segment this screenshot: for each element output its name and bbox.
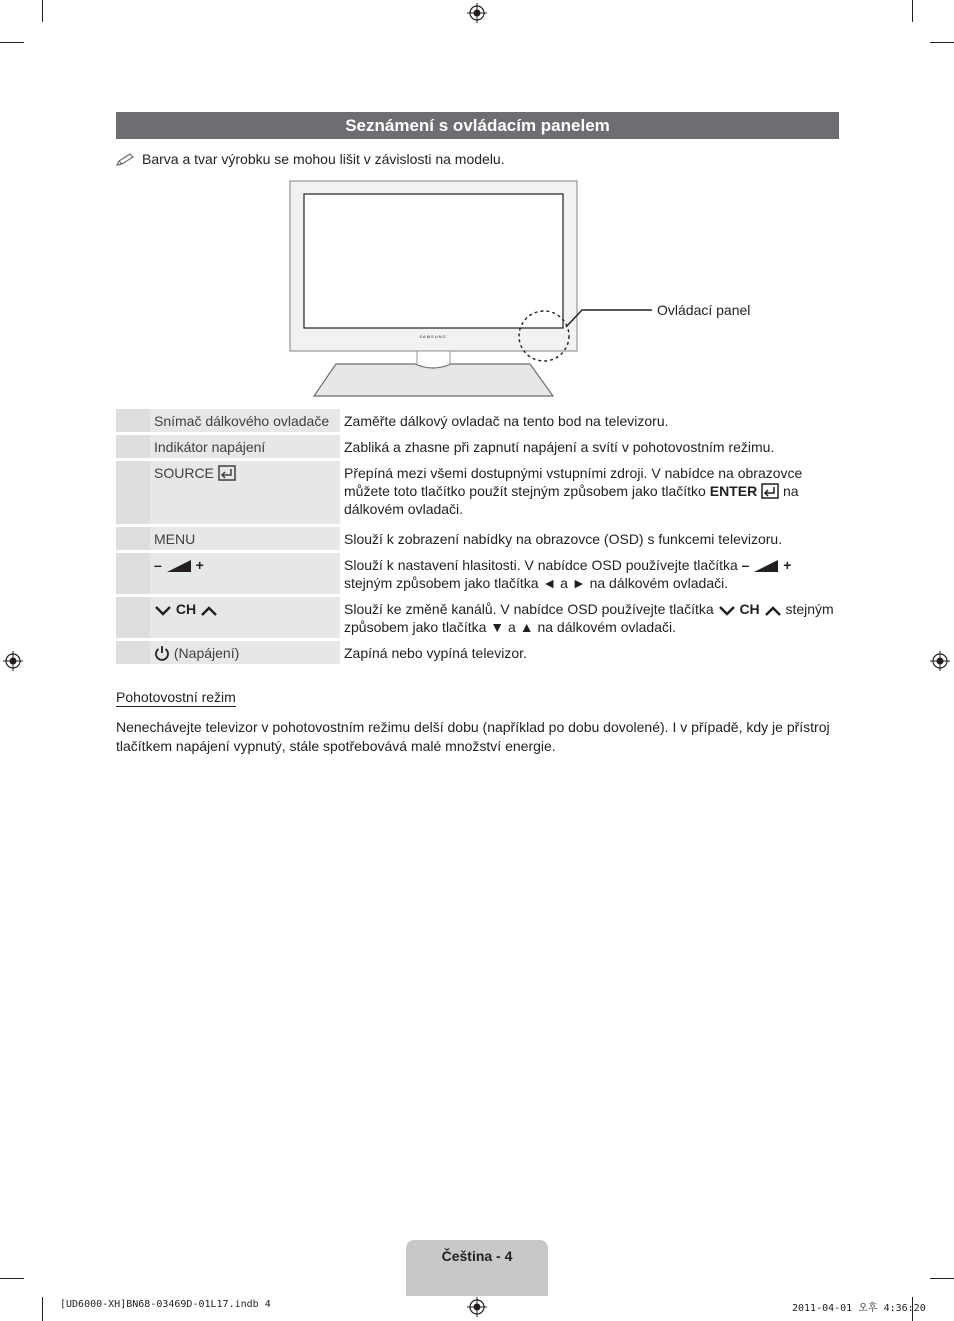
registration-mark-icon	[467, 3, 487, 23]
crop-mark	[42, 1297, 43, 1321]
table-row	[116, 641, 839, 664]
footer-file-info: [UD6000-XH]BN68-03469D-01L17.indb 4	[60, 1299, 271, 1310]
enter-icon	[218, 465, 236, 481]
control-name: CH	[150, 597, 340, 638]
chevron-down-icon	[154, 605, 172, 617]
standby-text: Nenechávejte televizor v pohotovostním režimu delší dobu (například po dobu dovolené). I v případě, kdy je přístroj tlačítkem napájení vypnutý, stále spotřebovává malé množství energie.	[116, 719, 830, 754]
control-desc: Zaměřte dálkový ovladač na tento bod na televizoru.	[340, 409, 839, 432]
control-desc: Slouží k nastavení hlasitosti. V nabídce OSD používejte tlačítka – + stejným způsobem jako tlačítka ◄ a ► na dálkovém ovladači.	[340, 553, 839, 594]
control-name: Snímač dálkového ovladače	[150, 409, 340, 432]
control-desc: Přepíná mezi všemi dostupnými vstupními zdroji. V nabídce na obrazovce můžete toto tlačítko použít stejným způsobem jako tlačítko ENTER na dálkovém ovladači.	[340, 461, 839, 524]
crop-mark	[930, 1278, 954, 1279]
control-name: (Napájení)	[150, 641, 340, 664]
page-title: Seznámení s ovládacím panelem	[116, 112, 839, 139]
control-panel-label: Ovládací panel	[657, 302, 751, 318]
power-icon	[154, 645, 170, 661]
table-row	[116, 553, 839, 594]
crop-mark	[0, 42, 24, 43]
registration-mark-icon	[3, 651, 23, 671]
tv-illustration	[280, 175, 660, 400]
table-row	[116, 435, 839, 458]
page-number: Čeština - 4	[406, 1240, 548, 1296]
chevron-up-icon	[764, 605, 782, 617]
control-desc: Slouží k zobrazení nabídky na obrazovce (OSD) s funkcemi televizoru.	[340, 527, 839, 550]
table-row	[116, 527, 839, 550]
source-label: SOURCE	[154, 465, 214, 481]
note-text: Barva a tvar výrobku se mohou lišit v závislosti na modelu.	[142, 151, 505, 167]
note	[116, 151, 505, 168]
callout-line	[566, 310, 652, 327]
enter-icon	[761, 483, 779, 499]
brand-mark: SAMSUNG	[419, 334, 447, 339]
crop-mark	[0, 1278, 24, 1279]
crop-mark	[930, 42, 954, 43]
registration-mark-icon	[467, 1297, 487, 1317]
chevron-down-icon	[718, 605, 736, 617]
control-name: – +	[150, 553, 340, 594]
standby-heading: Pohotovostní režim	[116, 689, 236, 705]
table-row	[116, 409, 839, 432]
controls-table	[116, 406, 839, 667]
table-row	[116, 597, 839, 638]
chevron-up-icon	[200, 605, 218, 617]
footer-timestamp: 2011-04-01 오후 4:36:20	[792, 1303, 926, 1314]
crop-mark	[42, 0, 43, 22]
control-name: MENU	[150, 527, 340, 550]
control-desc: Slouží ke změně kanálů. V nabídce OSD používejte tlačítka CH stejným způsobem jako tlačítka ▼ a ▲ na dálkovém ovladači.	[340, 597, 839, 638]
pencil-note-icon	[116, 153, 136, 167]
volume-ramp-icon	[166, 559, 192, 573]
volume-ramp-icon	[753, 559, 779, 573]
control-name: Indikátor napájení	[150, 435, 340, 458]
control-name	[150, 461, 340, 524]
control-desc: Zapíná nebo vypíná televizor.	[340, 641, 839, 664]
table-row	[116, 461, 839, 524]
control-desc: Zabliká a zhasne při zapnutí napájení a svítí v pohotovostním režimu.	[340, 435, 839, 458]
crop-mark	[912, 0, 913, 22]
registration-mark-icon	[930, 651, 950, 671]
